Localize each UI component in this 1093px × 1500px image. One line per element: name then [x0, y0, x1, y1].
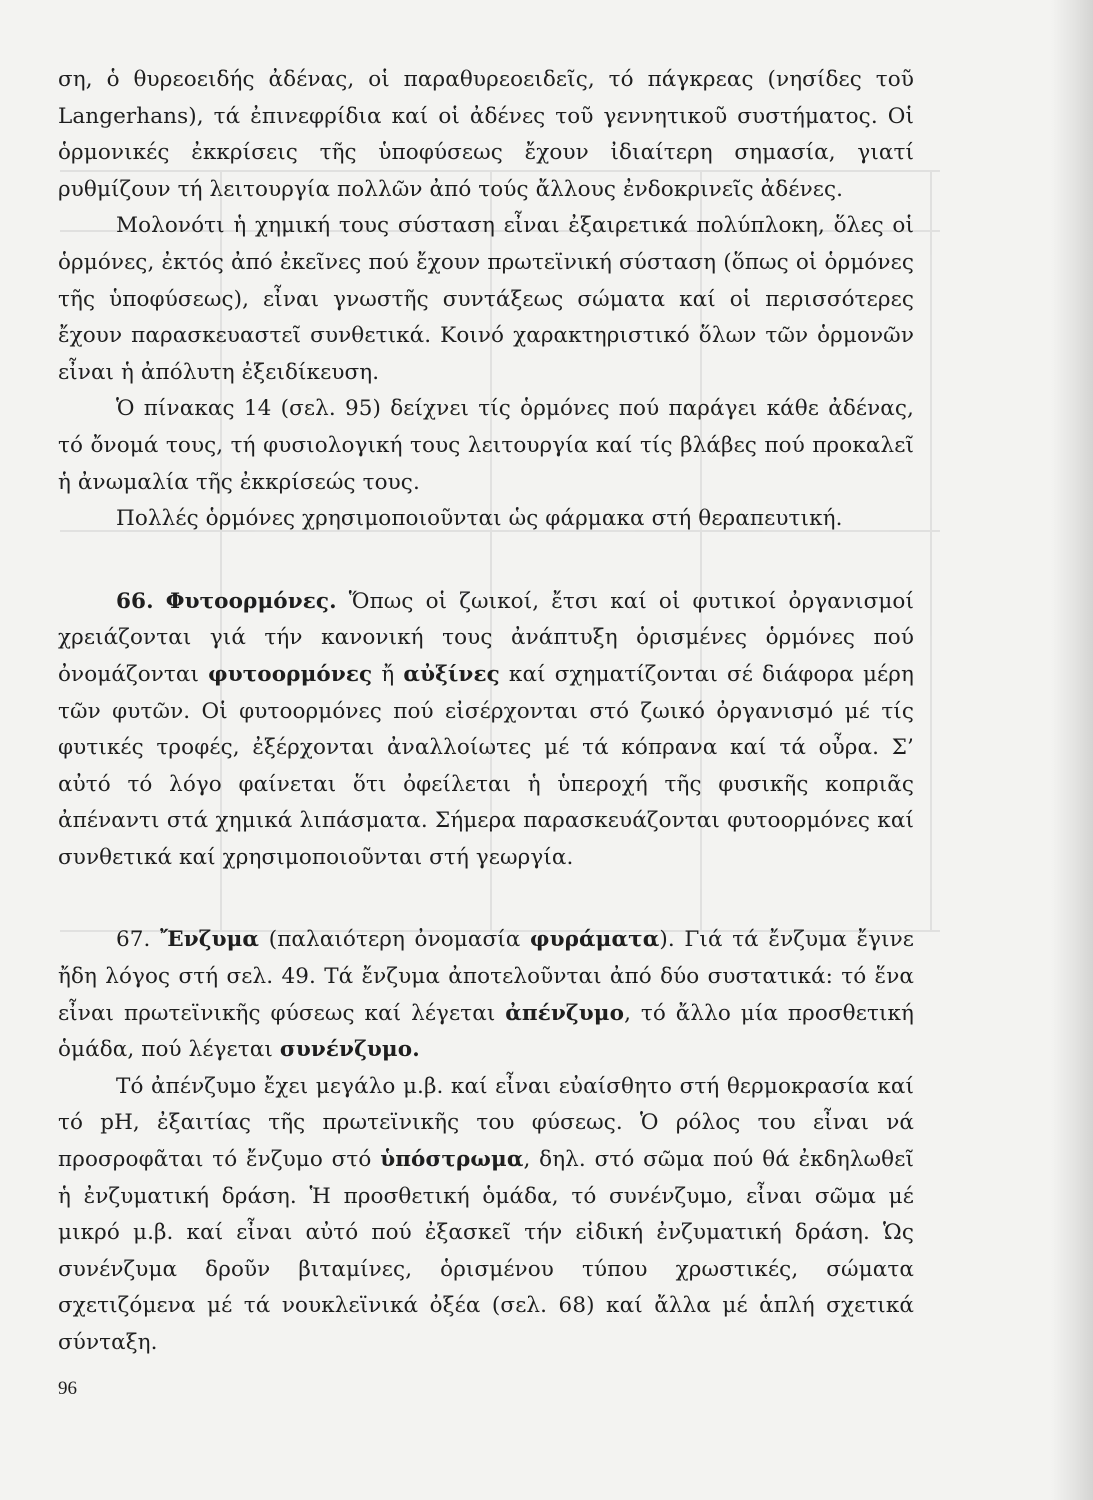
- section-66-text: καί σχηματίζονται σέ διάφορα μέρη τῶν φυτῶν. Οἱ φυτοορμόνες πού εἰσέρχονται στό ζωικό ὀργανισμό μέ τίς φυτικές τροφές, ἐξέρχονται ἀναλλοίωτες μέ τά κόπρανα καί τά οὖρα. Σ’ αὐτό τό λόγο φαίνεται ὅτι ὀφείλεται ἡ ὑπεροχή τῆς φυσικῆς κοπριᾶς ἀπέναντι στά χημικά λιπάσματα. Σήμερα παρασκευάζονται φυτοορμόνες καί συνθετικά καί χρησιμοποιοῦνται στή γεωργία.: [58, 661, 914, 870]
- apoenzyme-text: Τό ἀπένζυμο ἔχει μεγάλο μ.β. καί εἶναι εὐαίσθητο στή θερμοκρασία καί τό pH, ἐξαιτίας τῆς πρωτεϊνικῆς του φύσεως. Ὁ ρόλος του εἶναι νά προσροφᾶται τό ἔνζυμο στό: [58, 1073, 914, 1173]
- page-body: [58, 62, 914, 1362]
- term-substrate: ὑπόστρωμα: [380, 1147, 524, 1173]
- term-auxins: αὐξίνες: [403, 661, 500, 687]
- page-edge-shadow: [1051, 0, 1093, 1500]
- term-coenzyme: συνένζυμο.: [279, 1037, 420, 1063]
- paragraph-endocrine-glands: ση, ὁ θυρεοειδής ἀδένας, οἱ παραθυρεοειδεῖς, τό πάγκρεας (νησίδες τοῦ Langerhans), τά ἐπινεφρίδια καί οἱ ἀδένες τοῦ γεννητικοῦ συστήματος. Οἱ ὁρμονικές ἐκκρίσεις τῆς ὑποφύσεως ἔχουν ἰδιαίτερη σημασία, γιατί ρυθμίζουν τή λειτουργία πολλῶν ἀπό τούς ἄλλους ἐνδοκρινεῖς ἀδένες.: [58, 67, 914, 202]
- paragraph-hormones-as-drugs: Πολλές ὁρμόνες χρησιμοποιοῦνται ὡς φάρμακα στή θεραπευτική.: [116, 506, 843, 532]
- section-67-text: (παλαιότερη ὀνομασία: [259, 927, 531, 953]
- page-number: 96: [58, 1378, 77, 1399]
- section-66-title: Φυτοορμόνες.: [165, 588, 337, 614]
- term-ferments: φυράματα: [530, 927, 660, 953]
- section-67-text: ). Γιά τά ἔνζυμα ἔγινε ἤδη λόγος στή σελ. 49. Τά ἔνζυμα ἀποτελοῦνται ἀπό δύο συστατικά: τό ἕνα εἶναι πρωτεϊνικῆς φύσεως καί λέγεται: [58, 927, 914, 1026]
- ghost-rule: [930, 170, 932, 930]
- section-66-phytohormones: [58, 584, 914, 877]
- term-apoenzyme: ἀπένζυμο: [505, 1000, 625, 1026]
- apoenzyme-text: , δηλ. στό σῶμα πού θά ἐκδηλωθεῖ ἡ ἐνζυματική δράση. Ἡ προσθετική ὁμάδα, τό συνένζυμο, εἶναι σῶμα μέ μικρό μ.β. καί εἶναι αὐτό πού ἐξασκεῖ τήν εἰδική ἐνζυματική δράση. Ὡς συνένζυμα δροῦν βιταμίνες, ὁρισμένου τύπου χρωστικές, σώματα σχετιζόμενα μέ τά νουκλεϊνικά ὀξέα (σελ. 68) καί ἄλλα μέ ἁπλή σχετικά σύνταξη.: [58, 1147, 914, 1355]
- section-66-text: Ὅπως οἱ ζωικοί, ἔτσι καί οἱ φυτικοί ὀργανισμοί χρειάζονται γιά τήν κανονική τους ἀνάπτυξη ὁρισμένες ὁρμόνες πού ὀνομάζονται: [58, 588, 915, 687]
- section-67-number: 67.: [116, 927, 151, 953]
- paragraph-hormone-composition: Μολονότι ἡ χημική τους σύσταση εἶναι ἐξαιρετικά πολύπλοκη, ὅλες οἱ ὁρμόνες, ἐκτός ἀπό ἐκεῖνες πού ἔχουν πρωτεϊνική σύσταση (ὅπως οἱ ὁρμόνες τῆς ὑποφύσεως), εἶναι γνωστῆς συντάξεως σώματα καί οἱ περισσότερες ἔχουν παρασκευαστεῖ συνθετικά. Κοινό χαρακτηριστικό ὅλων τῶν ὁρμονῶν εἶναι ἡ ἀπόλυτη ἐξειδίκευση.: [58, 213, 914, 385]
- section-67-title: Ἔνζυμα: [160, 927, 260, 953]
- section-67-enzymes: [58, 922, 914, 1068]
- paragraph-apoenzyme-details: [58, 1069, 914, 1362]
- term-phytohormones: φυτοορμόνες: [208, 661, 373, 687]
- section-66-number: 66.: [116, 588, 154, 614]
- section-66-text: ἤ: [372, 661, 404, 687]
- paragraph-table-reference: Ὁ πίνακας 14 (σελ. 95) δείχνει τίς ὁρμόνες πού παράγει κάθε ἀδένας, τό ὄνομά τους, τή φυσιολογική τους λειτουργία καί τίς βλάβες πού προκαλεῖ ἡ ἀνωμαλία τῆς ἐκκρίσεώς τους.: [58, 396, 914, 495]
- section-67-text: , τό ἄλλο μία προσθετική ὁμάδα, πού λέγεται: [58, 1000, 914, 1063]
